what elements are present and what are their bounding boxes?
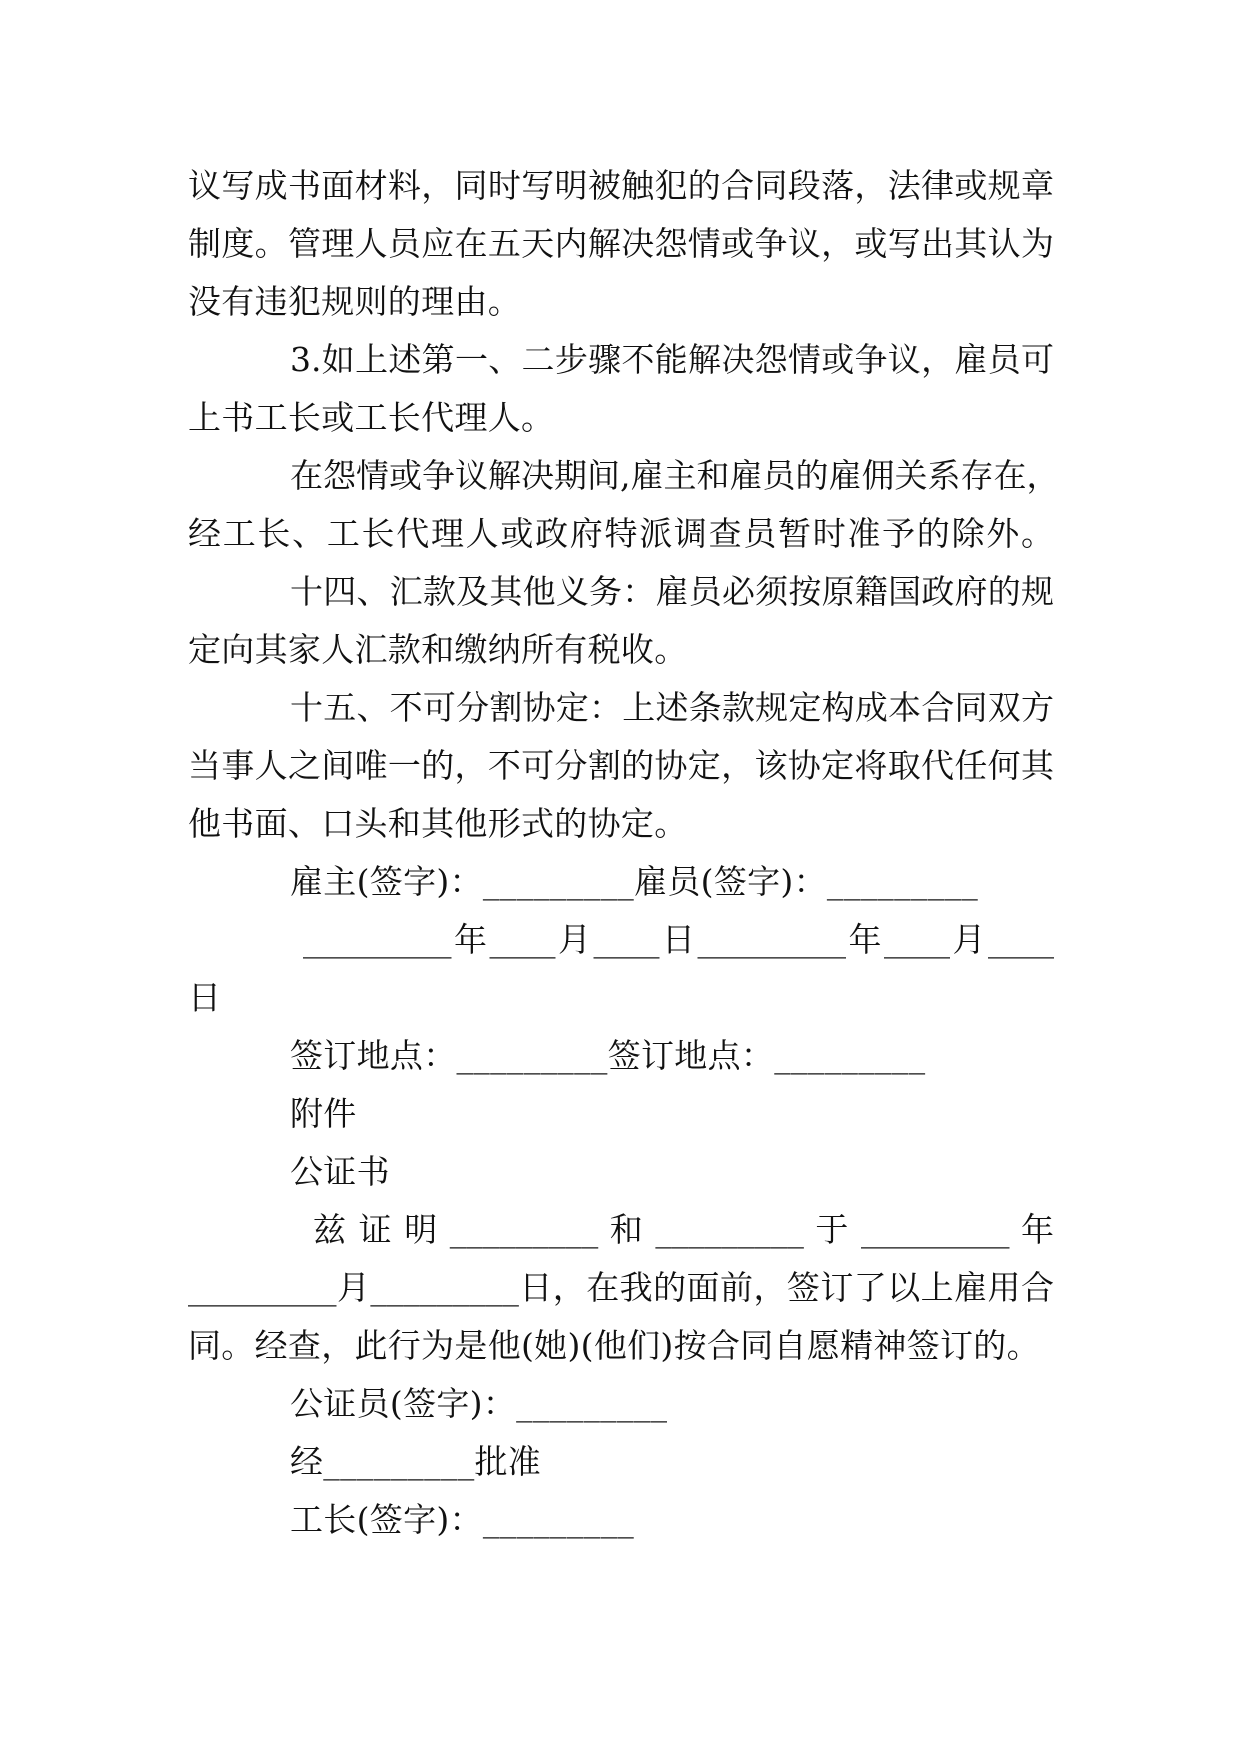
paragraph-line: 没有违犯规则的理由。 xyxy=(188,282,521,321)
paragraph-line: 他书面、口头和其他形式的协定。 xyxy=(188,804,688,843)
notarial-certificate-heading: 公证书 xyxy=(290,1152,390,1191)
certificate-line: _________月_________日，在我的面前，签订了以上雇用合 xyxy=(188,1268,1054,1307)
paragraph-line: 上书工长或工长代理人。 xyxy=(188,398,555,437)
date-line: _________年____月____日_________年____月____ xyxy=(290,920,1054,959)
certificate-line: 同。经查，此行为是他(她)(他们)按合同自愿精神签订的。 xyxy=(188,1326,1040,1365)
paragraph-line: 经工长、工长代理人或政府特派调查员暂时准予的除外。 xyxy=(188,514,1054,553)
certificate-line: 兹 证 明 _________ 和 _________ 于 _________ 年 xyxy=(290,1210,1054,1249)
approval-line: 经_________批准 xyxy=(290,1442,542,1481)
signing-place-line: 签订地点：_________签订地点：_________ xyxy=(290,1036,926,1075)
paragraph-line: 当事人之间唯一的，不可分割的协定，该协定将取代任何其 xyxy=(188,746,1054,785)
signature-line-employer-employee: 雇主(签字)：_________雇员(签字)：_________ xyxy=(290,862,979,901)
paragraph-line: 议写成书面材料，同时写明被触犯的合同段落，法律或规章 xyxy=(188,166,1054,205)
paragraph-line: 十五、不可分割协定：上述条款规定构成本合同双方 xyxy=(290,688,1054,727)
paragraph-line: 十四、汇款及其他义务：雇员必须按原籍国政府的规 xyxy=(290,572,1054,611)
paragraph-line: 定向其家人汇款和缴纳所有税收。 xyxy=(188,630,688,669)
paragraph-line: 在怨情或争议解决期间,雇主和雇员的雇佣关系存在， xyxy=(290,456,1060,495)
paragraph-line: 3.如上述第一、二步骤不能解决怨情或争议，雇员可 xyxy=(290,340,1054,379)
foreman-signature-line: 工长(签字)：_________ xyxy=(290,1500,635,1539)
date-line-continuation: 日 xyxy=(188,978,222,1017)
notary-signature-line: 公证员(签字)：_________ xyxy=(290,1384,668,1423)
attachment-heading: 附件 xyxy=(290,1094,357,1133)
paragraph-line: 制度。管理人员应在五天内解决怨情或争议，或写出其认为 xyxy=(188,224,1054,263)
